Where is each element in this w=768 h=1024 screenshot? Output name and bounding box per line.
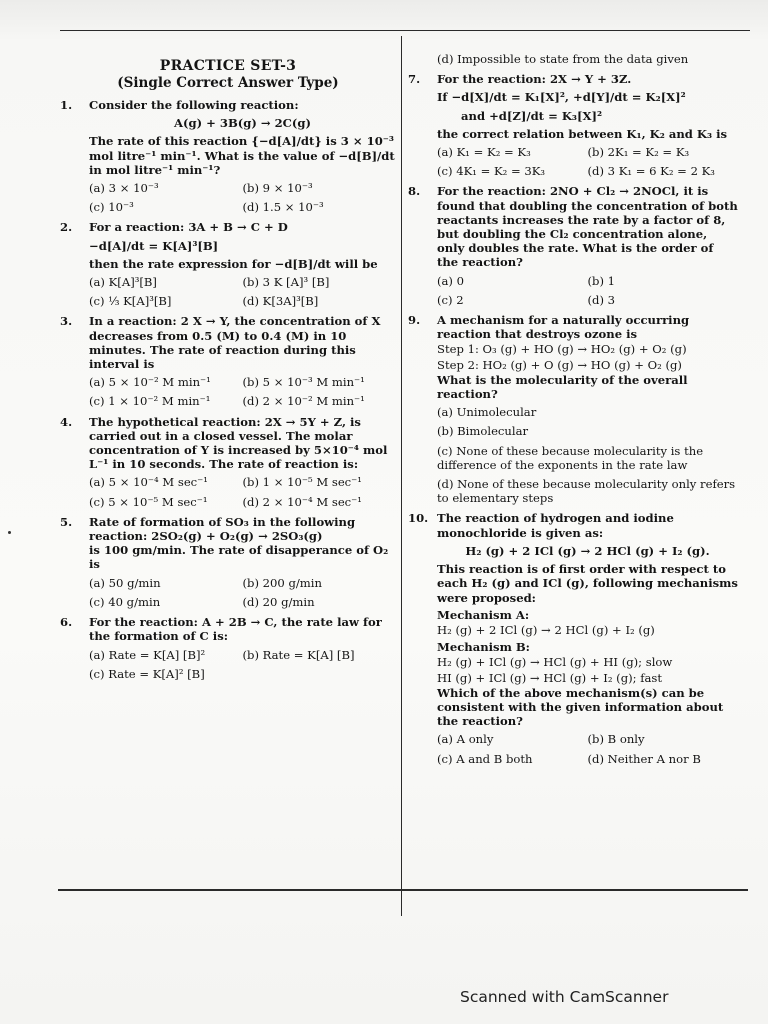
question-body: The rate of this reaction {−d[A]/dt} is 3 × 10⁻³ [89,134,394,149]
options [89,181,396,214]
question-body: the correct relation between K₁, K₂ and K₃ is [437,126,728,141]
question-6 [60,615,396,681]
mechanism-step: Step 2: HO₂ (g) + O (g) → HO (g) + O₂ (g) [437,357,682,372]
option-b[interactable]: (b) 3 K [A]³ [B] [242,275,330,290]
question-body: is 100 gm/min. The rate of disapperance of O₂ is [89,543,389,572]
scan-speck [8,531,11,534]
question-2 [60,220,396,308]
scanner-caption: Scanned with CamScanner [460,988,669,1006]
option-a[interactable]: (a) A only [437,732,494,747]
page-title: PRACTICE SET-3 [159,58,297,74]
question-4 [60,415,396,509]
option-d[interactable]: (d) Neither A nor B [587,751,701,766]
option-b[interactable]: (b) Rate = K[A] [B] [242,647,355,662]
mechanism-step: Step 1: O₃ (g) + HO (g) → HO₂ (g) + O₂ (g) [437,342,687,357]
options [437,405,738,505]
right-column [408,52,738,772]
option-a[interactable]: (a) 3 × 10⁻³ [89,181,159,196]
option-c[interactable]: (c) Rate = K[A]² [B] [89,666,205,681]
question-text: For the reaction: A + 2B → C, the rate law for the formation of C is: [89,615,382,644]
options [89,375,396,408]
equation: H₂ (g) + 2 ICl (g) → 2 HCl (g) + I₂ (g). [465,543,710,558]
option-d[interactable]: (d) K[3A]³[B] [242,294,319,309]
option-b[interactable]: (b) 2K₁ = K₂ = K₃ [587,145,690,160]
options [437,732,738,765]
option-c[interactable]: (c) 5 × 10⁻⁵ M sec⁻¹ [89,494,208,509]
question-text: The reaction of hydrogen and iodine monochloride is given as: [437,511,674,540]
mechanism-step: H₂ (g) + ICl (g) → HCl (g) + HI (g); slow [437,655,673,670]
question-body: mol litre⁻¹ min⁻¹. What is the value of −d[B]/dt [89,148,395,163]
bottom-rule [58,889,748,891]
option-c[interactable]: (c) 1 × 10⁻² M min⁻¹ [89,394,211,409]
question-number: 10. [408,511,429,526]
question-number: 2. [60,220,73,235]
option-d[interactable]: (d) 1.5 × 10⁻³ [242,200,324,215]
option-b[interactable]: (b) 1 [587,273,616,288]
option-c[interactable]: (c) A and B both [437,751,533,766]
options [437,274,738,307]
option-a[interactable]: (a) K[A]³[B] [89,275,157,290]
option-c[interactable]: (c) ⅓ K[A]³[B] [89,294,172,309]
question-body: then the rate expression for −d[B]/dt will be [89,256,378,271]
option-b[interactable]: (b) 1 × 10⁻⁵ M sec⁻¹ [242,475,362,490]
question-9 [408,313,738,505]
option-d[interactable]: (d) Impossible to state from the data given [437,52,689,66]
carried-option [408,52,738,66]
question-1 [60,98,396,214]
question-number: 6. [60,615,73,630]
options [89,648,396,681]
option-c[interactable]: (c) 2 [437,292,464,307]
question-3 [60,314,396,408]
left-column [60,58,396,687]
option-d[interactable]: (d) 3 K₁ = 6 K₂ = 2 K₃ [587,164,715,179]
option-d[interactable]: (d) 2 × 10⁻⁴ M sec⁻¹ [242,494,362,509]
option-d[interactable]: (d) 20 g/min [242,594,315,609]
option-b[interactable]: (b) Bimolecular [437,424,529,439]
option-d[interactable]: (d) 3 [587,292,616,307]
top-rule [60,30,750,31]
question-8 [408,184,738,307]
question-text: For the reaction: 2NO + Cl₂ → 2NOCl, it is found that doubling the concentration of both reactants increases the rate by a factor of 8, but doubling the Cl₂ concentration alone, only doubles the rate. What is the order of the reaction? [437,184,738,270]
question-number: 7. [408,72,421,87]
option-c[interactable]: (c) 10⁻³ [89,200,134,215]
mechanism-b-label: Mechanism B: [437,640,530,655]
question-text: Rate of formation of SO₃ in the following reaction: 2SO₂(g) + O₂(g) → 2SO₃(g) [89,514,356,544]
mechanism-a-label: Mechanism A: [437,607,530,622]
question-number: 1. [60,98,73,112]
option-b[interactable]: (b) 5 × 10⁻³ M min⁻¹ [242,375,365,390]
mechanism-step: HI (g) + ICl (g) → HCl (g) + I₂ (g); fast [437,670,663,685]
question-number: 5. [60,514,73,529]
mechanism-step: H₂ (g) + 2 ICl (g) → 2 HCl (g) + I₂ (g) [437,622,655,637]
question-body: in mol litre⁻¹ min⁻¹? [89,162,221,177]
question-body: Which of the above mechanism(s) can be consistent with the given information about the reaction? [437,685,724,729]
question-number: 8. [408,184,421,199]
option-a[interactable]: (a) 5 × 10⁻⁴ M sec⁻¹ [89,475,208,490]
equation: A(g) + 3B(g) → 2C(g) [174,116,311,131]
options [89,475,396,508]
option-b[interactable]: (b) 9 × 10⁻³ [242,181,313,196]
option-c[interactable]: (c) 4K₁ = K₂ = 3K₃ [437,164,546,179]
option-a[interactable]: (a) Unimolecular [437,405,537,420]
question-text: Consider the following reaction: [89,98,299,112]
option-a[interactable]: (a) 5 × 10⁻² M min⁻¹ [89,375,211,390]
question-text: The hypothetical reaction: 2X → 5Y + Z, is carried out in a closed vessel. The molar concentration of Y is increased by 5×10⁻⁴ mol L⁻¹ in 10 seconds. The rate of reaction is: [89,414,388,472]
equation: −d[A]/dt = K[A]³[B] [89,238,219,253]
question-5 [60,515,396,609]
options [89,275,396,308]
option-c[interactable]: (c) 40 g/min [89,594,161,609]
options [89,576,396,609]
question-text: For a reaction: 3A + B → C + D [89,220,288,235]
question-number: 9. [408,313,421,328]
column-divider [401,36,402,916]
options [437,145,738,178]
question-text: For the reaction: 2X → Y + 3Z. [437,72,632,87]
equation: and +d[Z]/dt = K₃[X]² [461,108,603,123]
option-a[interactable]: (a) K₁ = K₂ = K₃ [437,145,531,160]
question-text: A mechanism for a naturally occurring reaction that destroys ozone is [437,313,690,342]
option-c[interactable]: (c) None of these because molecularity is the difference of the exponents in the rate law [437,443,704,472]
equation: If −d[X]/dt = K₁[X]², +d[Y]/dt = K₂[X]² [437,90,686,105]
option-d[interactable]: (d) None of these because molecularity only refers to elementary steps [437,477,736,506]
option-a[interactable]: (a) 0 [437,273,465,288]
question-number: 3. [60,314,73,329]
question-text: In a reaction: 2 X → Y, the concentration of X decreases from 0.5 (M) to 0.4 (M) in 10 minutes. The rate of reaction during this interval is [89,314,381,372]
option-a[interactable]: (a) 50 g/min [89,575,161,590]
question-body: What is the molecularity of the overall reaction? [437,372,688,402]
question-number: 4. [60,414,73,429]
page-subtitle: (Single Correct Answer Type) [117,75,339,91]
option-d[interactable]: (d) 2 × 10⁻² M min⁻¹ [242,394,365,409]
option-a[interactable]: (a) Rate = K[A] [B]² [89,647,206,662]
question-10 [408,511,738,765]
option-b[interactable]: (b) 200 g/min [242,575,322,590]
question-body: This reaction is of first order with respect to each H₂ (g) and ICl (g), following mechanisms were proposed: [437,562,738,605]
option-b[interactable]: (b) B only [587,732,645,747]
question-7 [408,72,738,178]
